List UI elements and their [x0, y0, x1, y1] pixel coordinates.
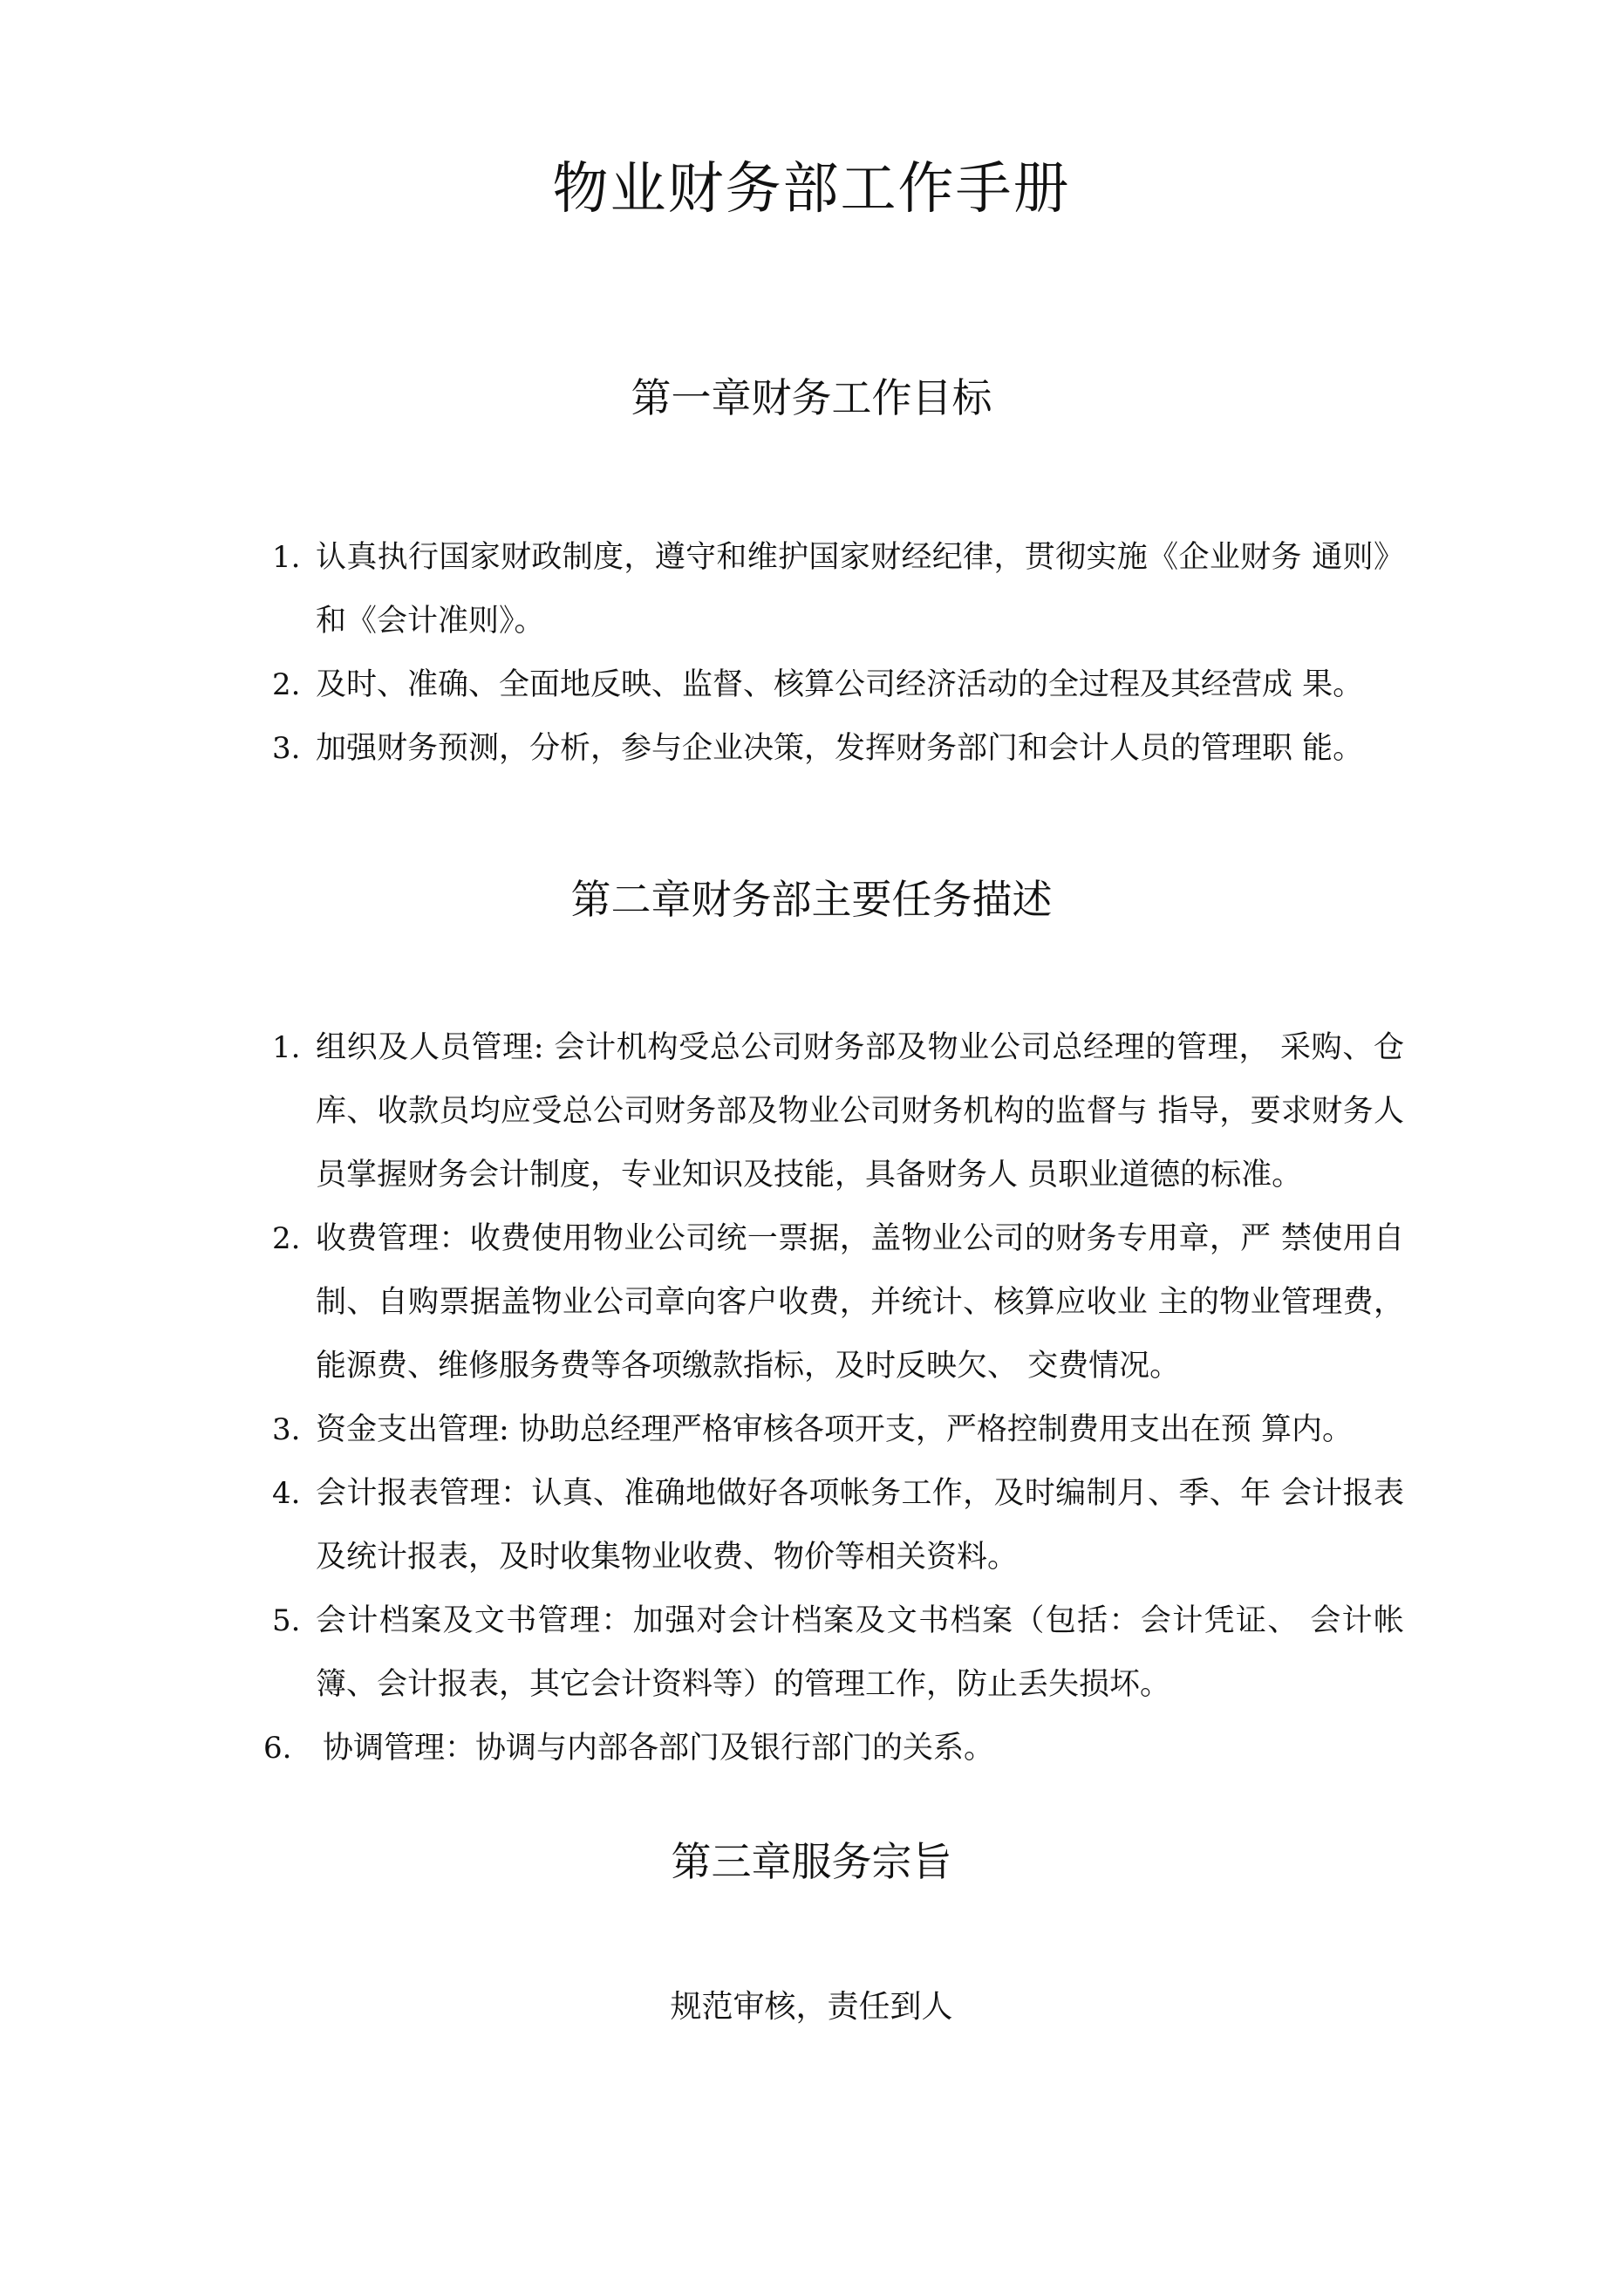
list-item-text: 收费管理：收费使用物业公司统一票据，盖物业公司的财务专用章，严 禁使用自制、自购票据盖物业公司章向客户收费，并统计、核算应收业 主的物业管理费，能源费、维修服务费等各项缴款指标，及时反映欠、 交费情况。: [316, 1221, 1404, 1384]
list-item: [0, 717, 1404, 781]
chapter-1-title: 第一章财务工作目标: [631, 374, 992, 421]
list-item: [0, 653, 1404, 717]
list-item-text: 认真执行国家财政制度，遵守和维护国家财经纪律，贯彻实施《企业财务 通则》和《会计准则》。: [316, 540, 1404, 639]
list-item-text: 会计档案及文书管理：加强对会计档案及文书档案（包括：会计凭证、 会计帐簿、会计报表，其它会计资料等）的管理工作，防止丢失损坏。: [316, 1603, 1404, 1702]
list-item-number: 2.: [272, 667, 301, 702]
list-item-number: 2.: [272, 1221, 301, 1256]
document-title: 物业财务部工作手册: [552, 157, 1071, 222]
list-item-number: 1.: [272, 540, 301, 575]
list-item: [0, 1462, 1404, 1589]
list-item-number: 3.: [272, 1412, 301, 1447]
list-item-text: 会计报表管理：认真、准确地做好各项帐务工作，及时编制月、季、年 会计报表及统计报表，及时收集物业收费、物价等相关资料。: [316, 1476, 1404, 1575]
list-item-number: 4.: [272, 1476, 301, 1511]
chapter-2-title: 第二章财务部主要任务描述: [570, 876, 1053, 923]
list-item: [0, 1717, 1411, 1780]
list-item: [0, 1016, 1404, 1207]
chapter-3-title: 第三章服务宗旨: [671, 1838, 952, 1885]
list-item-text: 及时、准确、全面地反映、监督、核算公司经济活动的全过程及其经营成 果。: [316, 667, 1364, 702]
chapter-2-list: [0, 1016, 1623, 1780]
list-item: [0, 526, 1404, 653]
list-item-number: 5.: [272, 1603, 301, 1638]
chapter-1-list: [0, 526, 1623, 781]
list-item-text: 资金支出管理: 协助总经理严格审核各项开支，严格控制费用支出在预 算内。: [316, 1412, 1354, 1447]
list-item-text: 协调管理：协调与内部各部门及银行部门的关系。: [323, 1731, 995, 1766]
list-item-number: 6.: [263, 1731, 292, 1766]
list-item-number: 1.: [272, 1030, 301, 1065]
list-item-text: 加强财务预测，分析，参与企业决策，发挥财务部门和会计人员的管理职 能。: [316, 731, 1364, 766]
list-item-text: 组织及人员管理: 会计机构受总公司财务部及物业公司总经理的管理， 采购、仓库、收款员均应受总公司财务部及物业公司财务机构的监督与 指导，要求财务人员掌握财务会计制度，专业知识及技能，具备财务人 员职业道德的标准。: [316, 1030, 1404, 1192]
list-item: [0, 1207, 1404, 1398]
service-motto: 规范审核，责任到人: [670, 1989, 953, 2025]
list-item: [0, 1398, 1404, 1462]
list-item: [0, 1589, 1404, 1717]
list-item-number: 3.: [272, 731, 301, 766]
